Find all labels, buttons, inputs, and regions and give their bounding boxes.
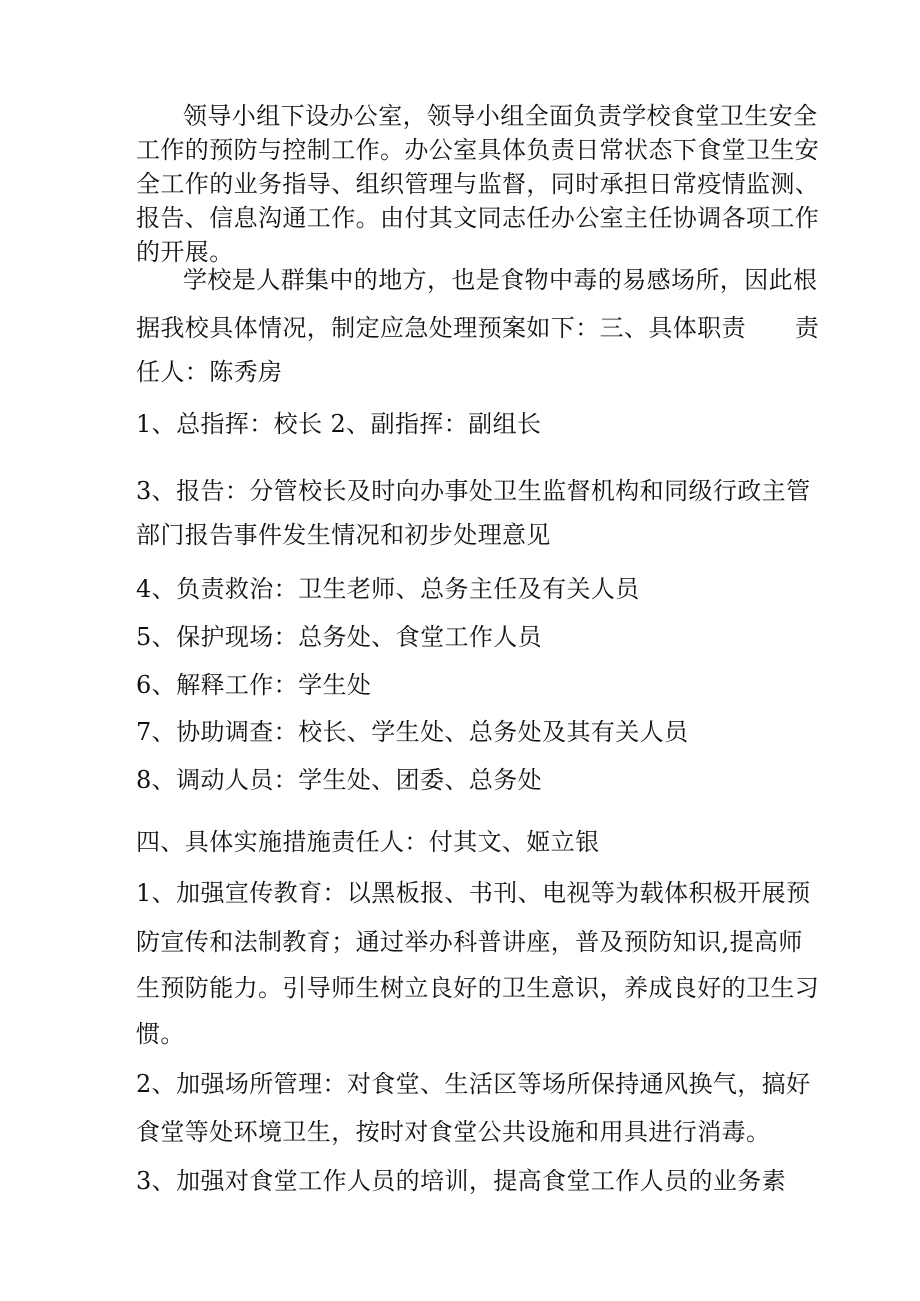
duty-item-6: 6、解释工作：学生处 <box>136 671 372 699</box>
duty-item-4: 4、负责救治：卫生老师、总务主任及有关人员 <box>136 575 640 603</box>
duty-item-3-cont: 部门报告事件发生情况和初步处理意见 <box>136 521 551 549</box>
paragraph-line: 的开展。 <box>136 238 234 266</box>
paragraph-line: 报告、信息沟通工作。由付其文同志任办公室主任协调各项工作 <box>136 204 820 232</box>
paragraph-line: 据我校具体情况，制定应急处理预案如下：三、具体职责 责 <box>136 314 820 342</box>
paragraph-line: 工作的预防与控制工作。办公室具体负责日常状态下食堂卫生安 <box>136 136 820 164</box>
measure-3-line: 3、加强对食堂工作人员的培训，提高食堂工作人员的业务素 <box>136 1167 787 1195</box>
duty-item-3: 3、报告：分管校长及时向办事处卫生监督机构和同级行政主管 <box>136 477 811 505</box>
paragraph-line: 学校是人群集中的地方，也是食物中毒的易感场所，因此根 <box>183 266 818 294</box>
duty-item-5: 5、保护现场：总务处、食堂工作人员 <box>136 623 543 651</box>
paragraph-line: 任人：陈秀房 <box>136 358 283 386</box>
measure-2-line: 2、加强场所管理：对食堂、生活区等场所保持通风换气，搞好 <box>136 1070 811 1098</box>
measure-1-line: 1、加强宣传教育：以黑板报、书刊、电视等为载体积极开展预 <box>136 879 811 907</box>
paragraph-line: 领导小组下设办公室，领导小组全面负责学校食堂卫生安全 <box>183 102 818 130</box>
section-heading: 四、具体实施措施责任人：付其文、姬立银 <box>136 828 600 856</box>
duty-item-1: 1、总指挥：校长 2、副指挥：副组长 <box>136 410 542 438</box>
measure-1-line: 惯。 <box>136 1020 185 1048</box>
duty-item-7: 7、协助调查：校长、学生处、总务处及其有关人员 <box>136 718 689 746</box>
measure-1-line: 防宣传和法制教育；通过举办科普讲座，普及预防知识,提高师 <box>136 928 803 956</box>
measure-2-line: 食堂等处环境卫生，按时对食堂公共设施和用具进行消毒。 <box>136 1118 771 1146</box>
measure-1-line: 生预防能力。引导师生树立良好的卫生意识，养成良好的卫生习 <box>136 974 820 1002</box>
duty-item-8: 8、调动人员：学生处、团委、总务处 <box>136 766 543 794</box>
paragraph-line: 全工作的业务指导、组织管理与监督，同时承担日常疫情监测、 <box>136 170 820 198</box>
